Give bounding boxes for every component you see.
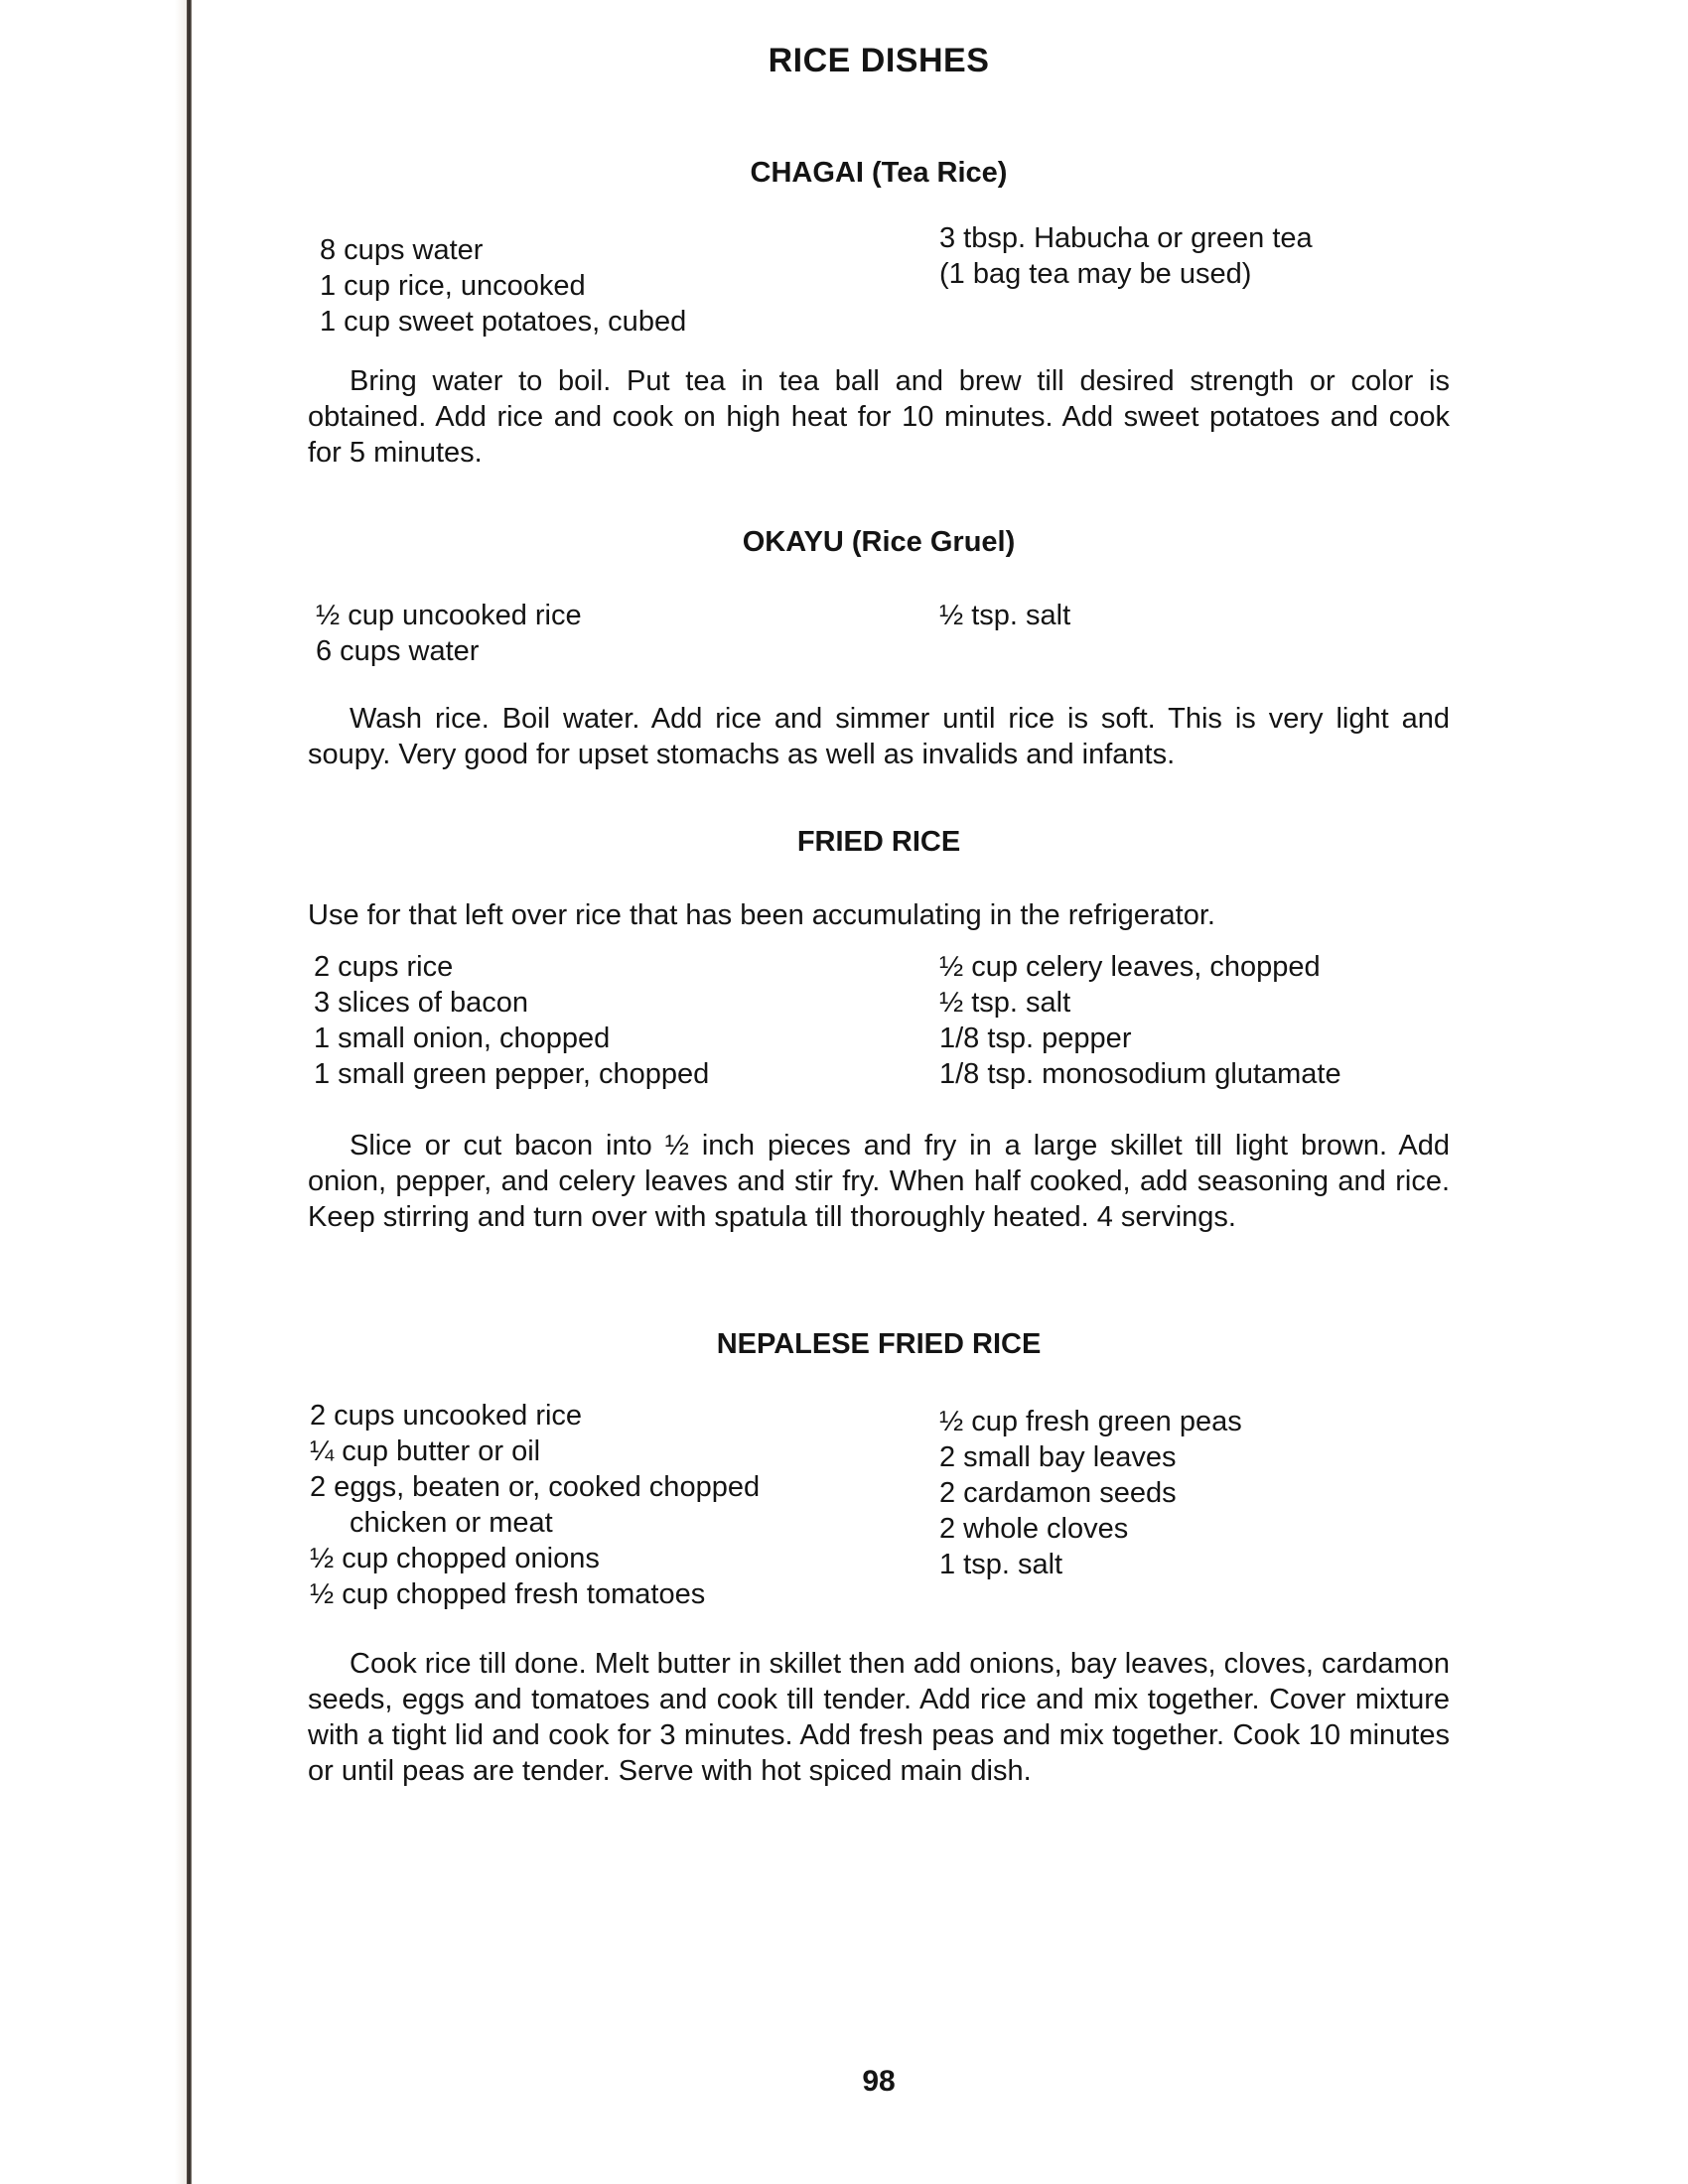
nepalese-ingredients-right <box>939 1404 1242 1582</box>
nepalese-ingredients-left <box>310 1398 760 1612</box>
ingredient-item: ½ tsp. salt <box>939 987 1071 1019</box>
fried-rice-ingredients-left <box>314 949 709 1092</box>
recipe-title-nepalese-fried-rice: NEPALESE FRIED RICE <box>716 1328 1042 1360</box>
ingredient-item: 1 small green pepper, chopped <box>314 1058 710 1090</box>
page-number: 98 <box>862 2065 896 2098</box>
fried-rice-ingredients-right <box>939 949 1341 1092</box>
ingredient-item: 2 whole cloves <box>939 1513 1129 1545</box>
ingredient-item: 1/8 tsp. pepper <box>939 1023 1132 1054</box>
ingredient-item: 1 small onion, chopped <box>314 1023 611 1054</box>
okayu-ingredients-right <box>939 598 1070 633</box>
ingredient-item: 1/8 tsp. monosodium glutamate <box>939 1058 1341 1090</box>
ingredient-item: 3 tbsp. Habucha or green tea <box>939 222 1313 254</box>
ingredient-item: ½ cup uncooked rice <box>316 600 582 631</box>
cookbook-page <box>308 0 1450 2184</box>
chagai-ingredients-right <box>939 220 1313 292</box>
okayu-ingredients-left <box>316 598 582 669</box>
ingredient-item: 1 cup sweet potatoes, cubed <box>320 306 687 338</box>
ingredient-item: ½ cup chopped fresh tomatoes <box>310 1578 706 1610</box>
recipe-title-chagai: CHAGAI (Tea Rice) <box>750 157 1008 189</box>
ingredient-item: 1 cup rice, uncooked <box>320 270 586 302</box>
chagai-directions <box>308 363 1450 471</box>
chagai-ingredients-left <box>320 232 686 340</box>
fried-rice-intro: Use for that left over rice that has been accumulating in the refrigerator. <box>308 899 1215 931</box>
ingredient-item: 2 cups uncooked rice <box>310 1400 583 1432</box>
recipe-title-okayu: OKAYU (Rice Gruel) <box>742 526 1016 558</box>
ingredient-item: ¼ cup butter or oil <box>310 1435 541 1467</box>
directions-text: Bring water to boil. Put tea in tea ball and brew till desired strength or color is obtained. Add rice and cook on high heat for 10 minutes. Add sweet potatoes and cook for 5 minutes. <box>308 365 1450 469</box>
fried-rice-directions <box>308 1128 1450 1235</box>
ingredient-item: 2 cardamon seeds <box>939 1477 1177 1509</box>
ingredient-item: 2 small bay leaves <box>939 1441 1177 1473</box>
page-title: RICE DISHES <box>768 42 990 79</box>
directions-text: Wash rice. Boil water. Add rice and simmer until rice is soft. This is very light and soupy. Very good for upset stomachs as well as invalids and infants. <box>308 703 1450 770</box>
ingredient-item: 1 tsp. salt <box>939 1549 1063 1580</box>
recipe-title-fried-rice: FRIED RICE <box>796 826 961 858</box>
ingredient-item: 8 cups water <box>320 234 484 266</box>
ingredient-item: 3 slices of bacon <box>314 987 529 1019</box>
directions-text: Cook rice till done. Melt butter in skillet then add onions, bay leaves, cloves, cardamon seeds, eggs and tomatoes and cook till tender. Add rice and mix together. Cover mixture with a tight lid and cook for 3 minutes. Add fresh peas and mix together. Cook 10 minutes or until peas are tender. Serve with hot spiced main dish. <box>308 1648 1450 1787</box>
ingredient-item: 2 cups rice <box>314 951 454 983</box>
ingredient-item: 2 eggs, beaten or, cooked chopped <box>310 1471 761 1503</box>
ingredient-item: (1 bag tea may be used) <box>939 258 1252 290</box>
book-binding-edge <box>187 0 192 2184</box>
ingredient-item: ½ cup chopped onions <box>310 1543 600 1574</box>
ingredient-item: ½ cup celery leaves, chopped <box>939 951 1321 983</box>
okayu-directions <box>308 701 1450 772</box>
nepalese-directions <box>308 1646 1450 1789</box>
ingredient-item: ½ cup fresh green peas <box>939 1406 1242 1437</box>
directions-text: Slice or cut bacon into ½ inch pieces and fry in a large skillet till light brown. Add onion, pepper, and celery leaves and stir fry. When half cooked, add seasoning and rice. Keep stirring and turn over with spatula till thoroughly heated. 4 servings. <box>308 1130 1450 1233</box>
ingredient-item: 6 cups water <box>316 635 480 667</box>
ingredient-item: ½ tsp. salt <box>939 600 1071 631</box>
ingredient-item-continued: chicken or meat <box>350 1507 553 1539</box>
